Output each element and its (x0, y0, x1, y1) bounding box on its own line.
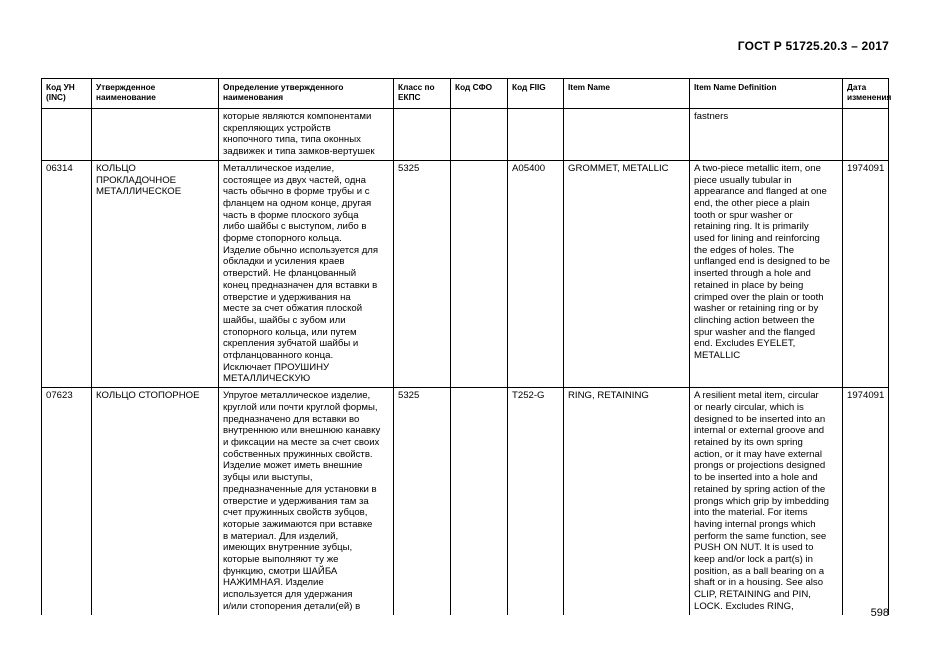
cell-approved-name: КОЛЬЦО СТОПОРНОЕ (92, 388, 219, 615)
cell-approved-name (92, 109, 219, 161)
cell-ekps-class: 5325 (394, 160, 451, 387)
cell-item-name-definition: fastners (690, 109, 843, 161)
table-header-row (42, 79, 889, 109)
page-number: 598 (870, 607, 889, 619)
cell-inc (42, 109, 92, 161)
document-header: ГОСТ Р 51725.20.3 – 2017 (737, 39, 889, 53)
column-header-sfo-code: Код СФО (451, 79, 508, 109)
column-header-change-date: Дата изменения (843, 79, 889, 109)
cell-item-name (564, 109, 690, 161)
cell-fiig-code: A05400 (508, 160, 564, 387)
cell-item-name: RING, RETAINING (564, 388, 690, 615)
cell-ekps-class: 5325 (394, 388, 451, 615)
cell-ekps-class (394, 109, 451, 161)
table-row (42, 388, 889, 615)
cell-item-name-definition: A two-piece metallic item, one piece usually tubular in appearance and flanged at one end, the other piece a plain tooth or spur washer or retaining ring. It is primarily used for lining and reinforcing the edges of holes. The unflanged end is designed to be inserted through a hole and retained in place by being crimped over the plain or tooth washer or retaining ring or by clinching action between the spur washer and the flanged end. Excludes EYELET, METALLIC (690, 160, 843, 387)
catalog-table (41, 78, 892, 615)
cell-item-name: GROMMET, METALLIC (564, 160, 690, 387)
column-header-approved-name: Утвержденное наименование (92, 79, 219, 109)
cell-approved-name: КОЛЬЦО ПРОКЛАДОЧНОЕ МЕТАЛЛИЧЕСКОЕ (92, 160, 219, 387)
column-header-definition-ru: Определение утвержденного наименования (219, 79, 394, 109)
cell-item-name-definition: A resilient metal item, circular or nearly circular, which is designed to be inserted into an internal or external groove and retained by its own spring action, or it may have external prongs or projections designed to be inserted into a hole and retained by spring action of the prongs which grip by imbedding into the material. For items having internal prongs which perform the same function, see PUSH ON NUT. It is used to keep and/or lock a part(s) in position, as a ball bearing on a shaft or in a housing. See also CLIP, RETAINING and PIN, LOCK. Excludes RING, (690, 388, 843, 615)
cell-definition-ru: Упругое металлическое изделие, круглой или почти круглой формы, предназначено для вставки во внутреннюю или внешнюю канавку и фиксации на месте за счет своих собственных пружинных свойств. Изделие может иметь внешние зубцы или выступы, предназначенные для установки в отверстие и удерживания там за счет пружинных свойств зубцов, которые зажимаются при вставке в материал. Для изделий, имеющих внутренние зубцы, которые выполняют ту же функцию, смотри ШАЙБА НАЖИМНАЯ. Изделие используется для удержания и/или стопорения детали(ей) в (219, 388, 394, 615)
column-header-inc: Код УН (INC) (42, 79, 92, 109)
cell-change-date: 1974091 (843, 388, 889, 615)
table-row (42, 109, 889, 161)
cell-definition-ru: которые являются компонентами скрепляющих устройств кнопочного типа, типа оконных задвижек и типа замков-вертушек (219, 109, 394, 161)
cell-change-date (843, 109, 889, 161)
column-header-fiig-code: Код FIIG (508, 79, 564, 109)
cell-sfo-code (451, 109, 508, 161)
cell-inc: 07623 (42, 388, 92, 615)
cell-sfo-code (451, 388, 508, 615)
cell-fiig-code (508, 109, 564, 161)
cell-change-date: 1974091 (843, 160, 889, 387)
column-header-ekps-class: Класс по ЕКПС (394, 79, 451, 109)
cell-definition-ru: Металлическое изделие, состоящее из двух частей, одна часть обычно в форме трубы и с фланцем на одном конце, другая часть в форме плоского зубца либо шайбы с выступом, либо в форме стопорного кольца. Изделие обычно используется для обкладки и усиления краев отверстий. Не фланцованный конец предназначен для вставки в отверстие и удерживания на месте за счет обжатия плоской шайбы, шайбы с зубом или стопорного кольца, или путем скрепления зубчатой шайбы и отфланцованного конца. Исключает ПРОУШИНУ МЕТАЛЛИЧЕСКУЮ (219, 160, 394, 387)
cell-inc: 06314 (42, 160, 92, 387)
column-header-item-name: Item Name (564, 79, 690, 109)
cell-fiig-code: T252-G (508, 388, 564, 615)
table-row (42, 160, 889, 387)
cell-sfo-code (451, 160, 508, 387)
column-header-item-name-definition: Item Name Definition (690, 79, 843, 109)
